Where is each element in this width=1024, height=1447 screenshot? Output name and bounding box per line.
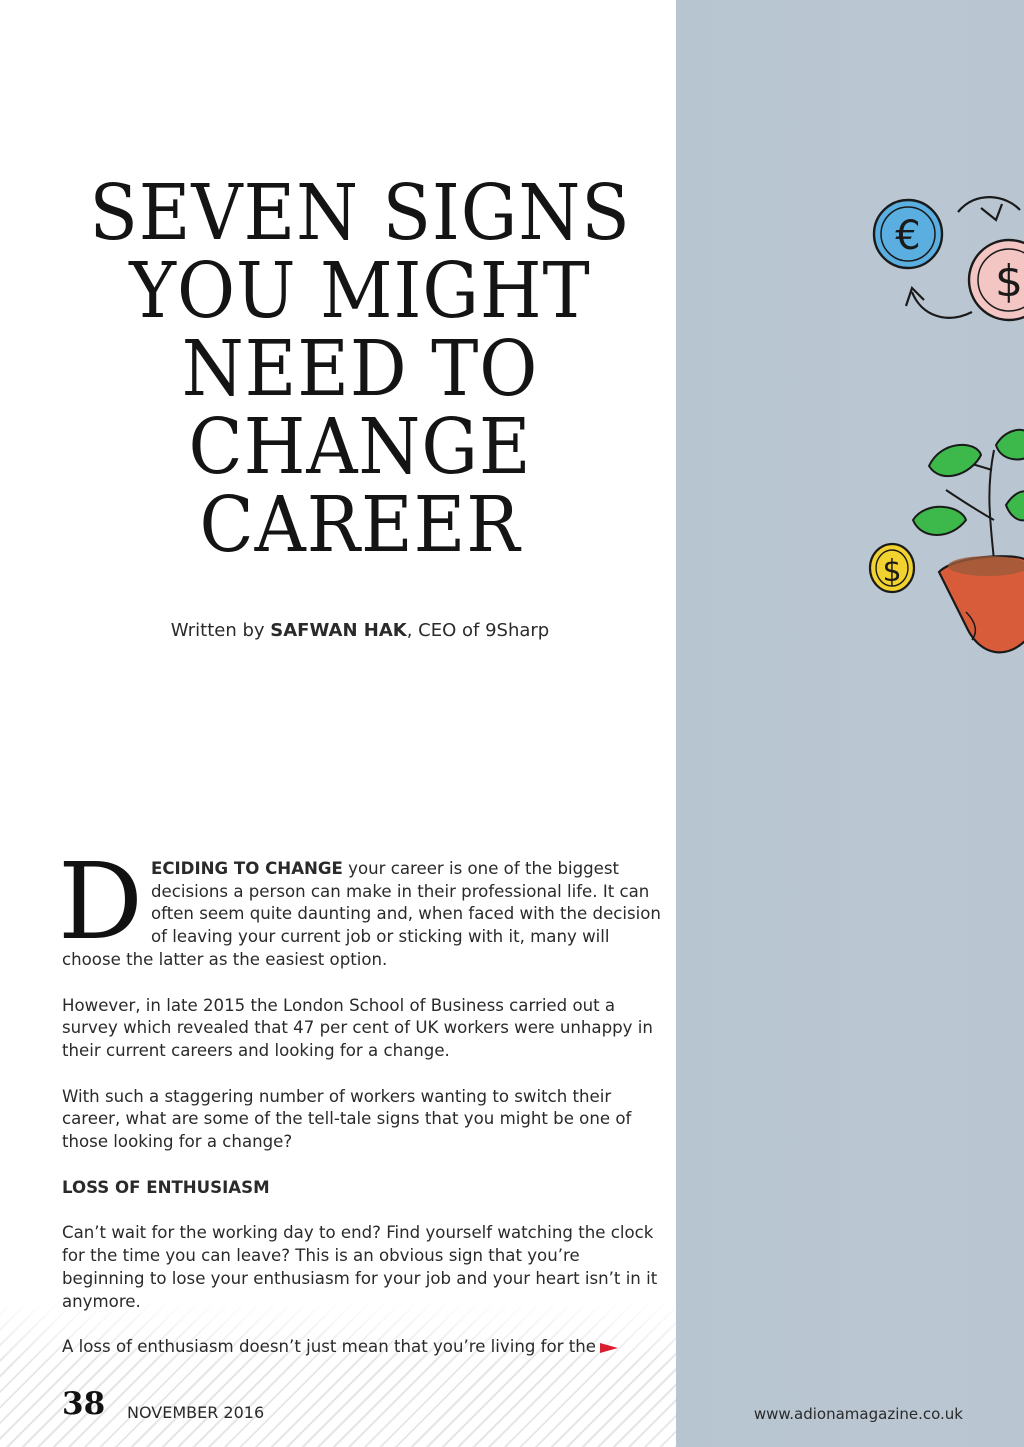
issue-date: NOVEMBER 2016 bbox=[127, 1403, 265, 1422]
paragraph-continued bbox=[62, 1336, 662, 1359]
paragraph-question: With such a staggering number of workers wanting to switch their career, what are some of the tell-tale signs that you might be one of those looking for a change? bbox=[62, 1086, 632, 1152]
paragraph-intro-text: your career is one of the biggest decisions a person can make in their professional life. It can often seem quite daunting and, when faced with the decision of leaving your current job or sticking with it, many will choose the latter as the easiest option. bbox=[62, 859, 661, 969]
continue-arrow-icon bbox=[600, 1343, 618, 1353]
byline-author: SAFWAN HAK bbox=[270, 620, 407, 641]
leaf-2 bbox=[913, 507, 966, 535]
leaf-4 bbox=[1006, 491, 1024, 520]
paragraph-continued-text: A loss of enthusiasm doesn’t just mean that you’re living for the bbox=[62, 1337, 596, 1357]
article-title: SEVEN SIGNS YOU MIGHT NEED TO CHANGE CAREER bbox=[89, 169, 631, 570]
euro-coin-icon bbox=[874, 200, 942, 268]
drop-cap: D bbox=[58, 840, 143, 963]
coin-dollar-symbol: $ bbox=[882, 554, 902, 589]
money-plant-illustration bbox=[676, 0, 1024, 700]
section-heading: LOSS OF ENTHUSIASM bbox=[62, 1177, 270, 1197]
byline-suffix: , CEO of 9Sharp bbox=[406, 620, 550, 641]
byline-prefix: Written by bbox=[170, 620, 271, 641]
dollar-coin-icon bbox=[969, 240, 1024, 320]
leaf-3 bbox=[996, 430, 1024, 460]
plant-icon bbox=[913, 430, 1024, 653]
paragraph-enthusiasm: Can’t wait for the working day to end? Find yourself watching the clock for the time you can leave? This is an obvious sign that you’re beginning to lose your enthusiasm for your job and your heart isn’t in it anymore. bbox=[62, 1223, 658, 1311]
website-url: www.adionamagazine.co.uk bbox=[753, 1405, 963, 1423]
exchange-arrow-top-icon bbox=[958, 197, 1020, 212]
paragraph-survey: However, in late 2015 the London School of Business carried out a survey which revealed that 47 per cent of UK workers were unhappy in their current careers and looking for a change. bbox=[62, 995, 653, 1060]
dollar-symbol: $ bbox=[995, 256, 1023, 307]
lead-in: ECIDING TO CHANGE bbox=[151, 859, 343, 878]
gold-coin-icon bbox=[870, 544, 914, 592]
paragraph-intro bbox=[58, 840, 662, 972]
euro-symbol: € bbox=[895, 213, 921, 259]
page-number: 38 bbox=[62, 1386, 106, 1422]
byline bbox=[40, 620, 680, 641]
article-body bbox=[58, 840, 662, 1382]
leaf-1 bbox=[929, 445, 981, 476]
